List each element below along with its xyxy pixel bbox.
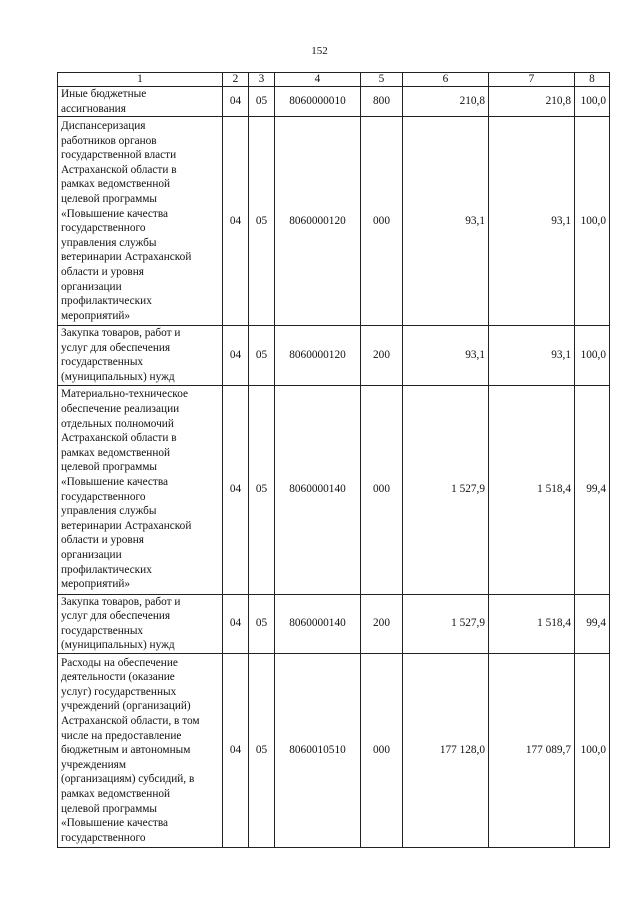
table-header-row xyxy=(58,73,610,87)
row-actual-amount-cell: 1 518,4 xyxy=(489,594,575,653)
row-actual-amount-cell: 93,1 xyxy=(489,326,575,385)
row-subsection-cell: 05 xyxy=(249,653,275,847)
table-row xyxy=(58,87,610,117)
row-name-cell: Закупка товаров, работ и услуг для обеспечения государственных (муниципальных) нужд xyxy=(58,326,223,385)
row-subsection-cell: 05 xyxy=(249,594,275,653)
row-execution-percent-cell: 100,0 xyxy=(575,326,610,385)
row-target-article-cell: 8060000120 xyxy=(275,117,361,326)
header-col-2: 2 xyxy=(223,73,249,87)
row-execution-percent-cell: 99,4 xyxy=(575,385,610,594)
row-expense-type-cell: 000 xyxy=(361,653,403,847)
row-expense-type-cell: 200 xyxy=(361,326,403,385)
row-section-cell: 04 xyxy=(223,326,249,385)
row-target-article-cell: 8060000120 xyxy=(275,326,361,385)
row-planned-amount-cell: 93,1 xyxy=(403,326,489,385)
row-actual-amount-cell: 1 518,4 xyxy=(489,385,575,594)
row-execution-percent-cell: 100,0 xyxy=(575,117,610,326)
table-row xyxy=(58,385,610,594)
header-col-4: 4 xyxy=(275,73,361,87)
budget-execution-table xyxy=(57,72,610,848)
row-subsection-cell: 05 xyxy=(249,117,275,326)
header-col-7: 7 xyxy=(489,73,575,87)
row-name-cell: Материально-техническое обеспечение реализации отдельных полномочий Астраханской области в рамках ведомственной целевой программы «Повышение качества государственного управления службы ветеринарии Астраханской области и уровня организации профилактических мероприятий» xyxy=(58,385,223,594)
row-expense-type-cell: 800 xyxy=(361,87,403,117)
row-planned-amount-cell: 210,8 xyxy=(403,87,489,117)
row-section-cell: 04 xyxy=(223,653,249,847)
table-row xyxy=(58,117,610,326)
row-planned-amount-cell: 1 527,9 xyxy=(403,385,489,594)
row-execution-percent-cell: 99,4 xyxy=(575,594,610,653)
header-col-3: 3 xyxy=(249,73,275,87)
row-target-article-cell: 8060000140 xyxy=(275,594,361,653)
row-subsection-cell: 05 xyxy=(249,87,275,117)
row-planned-amount-cell: 93,1 xyxy=(403,117,489,326)
row-section-cell: 04 xyxy=(223,594,249,653)
row-execution-percent-cell: 100,0 xyxy=(575,87,610,117)
row-actual-amount-cell: 93,1 xyxy=(489,117,575,326)
row-execution-percent-cell: 100,0 xyxy=(575,653,610,847)
row-subsection-cell: 05 xyxy=(249,326,275,385)
row-expense-type-cell: 000 xyxy=(361,385,403,594)
row-target-article-cell: 8060000010 xyxy=(275,87,361,117)
header-col-5: 5 xyxy=(361,73,403,87)
row-planned-amount-cell: 177 128,0 xyxy=(403,653,489,847)
header-col-6: 6 xyxy=(403,73,489,87)
row-name-cell: Расходы на обеспечение деятельности (оказание услуг) государственных учреждений (организаций) Астраханской области, в том числе на предоставление бюджетным и автономным учреждениям (организациям) субсидий, в рамках ведомственной целевой программы «Повышение качества государственного xyxy=(58,653,223,847)
header-col-1: 1 xyxy=(58,73,223,87)
header-col-8: 8 xyxy=(575,73,610,87)
row-expense-type-cell: 200 xyxy=(361,594,403,653)
row-actual-amount-cell: 177 089,7 xyxy=(489,653,575,847)
row-section-cell: 04 xyxy=(223,87,249,117)
table-row xyxy=(58,594,610,653)
page-number: 152 xyxy=(311,45,328,57)
row-planned-amount-cell: 1 527,9 xyxy=(403,594,489,653)
row-section-cell: 04 xyxy=(223,117,249,326)
row-section-cell: 04 xyxy=(223,385,249,594)
table-row xyxy=(58,326,610,385)
row-subsection-cell: 05 xyxy=(249,385,275,594)
row-target-article-cell: 8060000140 xyxy=(275,385,361,594)
table-row xyxy=(58,653,610,847)
row-actual-amount-cell: 210,8 xyxy=(489,87,575,117)
row-name-cell: Диспансеризация работников органов государственной власти Астраханской области в рамках ведомственной целевой программы «Повышение качества государственного управления службы ветеринарии Астраханской области и уровня организации профилактических мероприятий» xyxy=(58,117,223,326)
row-expense-type-cell: 000 xyxy=(361,117,403,326)
row-name-cell: Закупка товаров, работ и услуг для обеспечения государственных (муниципальных) нужд xyxy=(58,594,223,653)
table-body xyxy=(58,87,610,848)
row-name-cell: Иные бюджетные ассигнования xyxy=(58,87,223,117)
row-target-article-cell: 8060010510 xyxy=(275,653,361,847)
